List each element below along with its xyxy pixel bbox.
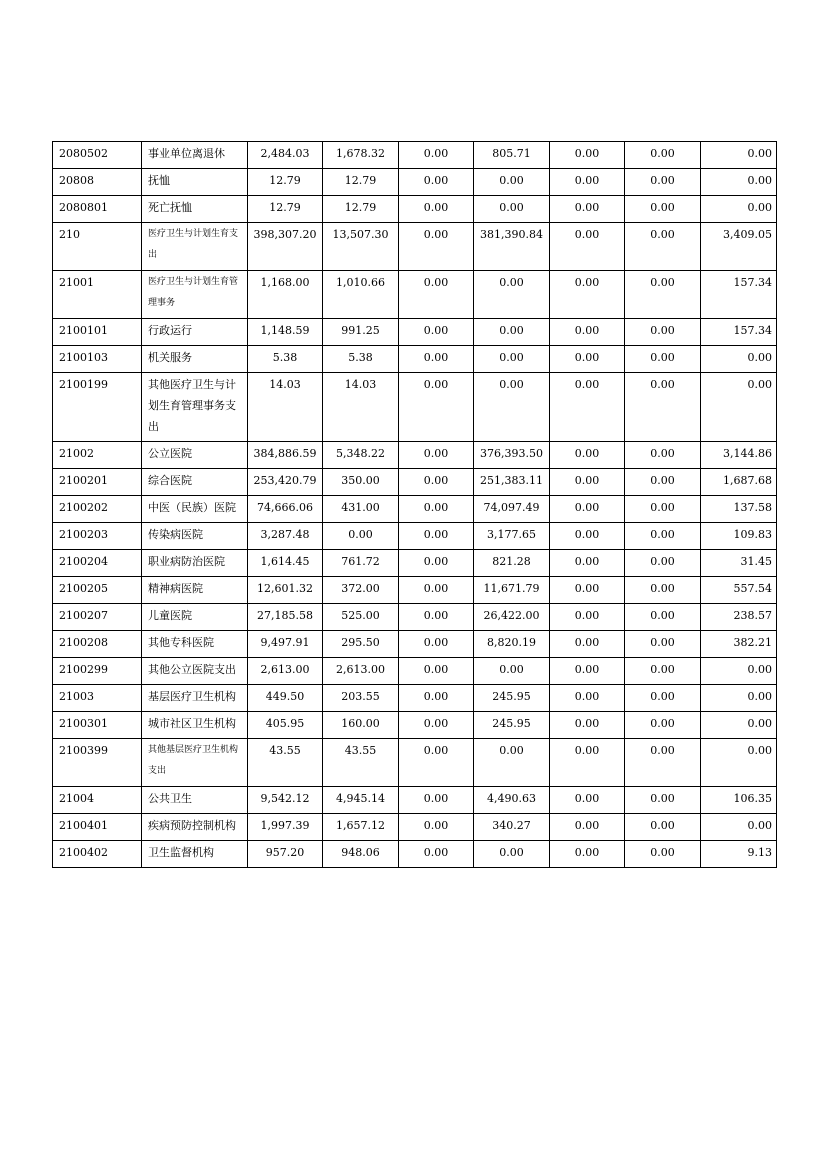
- amount-cell-col-3: 0.00: [399, 550, 474, 577]
- subject-name-cell: 卫生监督机构: [142, 841, 248, 868]
- amount-cell-col-1: 1,168.00: [248, 271, 323, 319]
- amount-cell-col-7: 9.13: [701, 841, 777, 868]
- amount-cell-col-3: 0.00: [399, 196, 474, 223]
- amount-cell-col-5: 0.00: [550, 631, 625, 658]
- subject-code-cell: 21004: [53, 787, 142, 814]
- subject-name-cell: 公共卫生: [142, 787, 248, 814]
- subject-name-cell: 行政运行: [142, 319, 248, 346]
- subject-code-cell: 2100203: [53, 523, 142, 550]
- amount-cell-col-3: 0.00: [399, 469, 474, 496]
- amount-cell-col-3: 0.00: [399, 496, 474, 523]
- amount-cell-col-3: 0.00: [399, 739, 474, 787]
- subject-code-cell: 21001: [53, 271, 142, 319]
- amount-cell-col-1: 3,287.48: [248, 523, 323, 550]
- amount-cell-col-2: 295.50: [323, 631, 399, 658]
- amount-cell-col-5: 0.00: [550, 142, 625, 169]
- amount-cell-col-5: 0.00: [550, 787, 625, 814]
- table-row: [53, 442, 777, 469]
- amount-cell-col-3: 0.00: [399, 712, 474, 739]
- amount-cell-col-5: 0.00: [550, 469, 625, 496]
- amount-cell-col-7: 0.00: [701, 373, 777, 442]
- table-row: [53, 196, 777, 223]
- amount-cell-col-5: 0.00: [550, 658, 625, 685]
- amount-cell-col-2: 1,678.32: [323, 142, 399, 169]
- subject-code-cell: 2100204: [53, 550, 142, 577]
- table-row: [53, 550, 777, 577]
- amount-cell-col-6: 0.00: [625, 577, 701, 604]
- amount-cell-col-3: 0.00: [399, 577, 474, 604]
- table-row: [53, 814, 777, 841]
- amount-cell-col-6: 0.00: [625, 196, 701, 223]
- amount-cell-col-6: 0.00: [625, 169, 701, 196]
- amount-cell-col-4: 805.71: [474, 142, 550, 169]
- amount-cell-col-5: 0.00: [550, 373, 625, 442]
- table-body: [53, 142, 777, 868]
- amount-cell-col-6: 0.00: [625, 142, 701, 169]
- subject-name-cell: 精神病医院: [142, 577, 248, 604]
- amount-cell-col-2: 350.00: [323, 469, 399, 496]
- amount-cell-col-5: 0.00: [550, 685, 625, 712]
- amount-cell-col-5: 0.00: [550, 739, 625, 787]
- amount-cell-col-7: 0.00: [701, 346, 777, 373]
- amount-cell-col-4: 245.95: [474, 712, 550, 739]
- amount-cell-col-6: 0.00: [625, 787, 701, 814]
- table-row: [53, 469, 777, 496]
- amount-cell-col-2: 525.00: [323, 604, 399, 631]
- table-row: [53, 496, 777, 523]
- subject-code-cell: 2100205: [53, 577, 142, 604]
- amount-cell-col-4: 821.28: [474, 550, 550, 577]
- amount-cell-col-7: 0.00: [701, 658, 777, 685]
- amount-cell-col-7: 0.00: [701, 169, 777, 196]
- amount-cell-col-6: 0.00: [625, 442, 701, 469]
- amount-cell-col-5: 0.00: [550, 319, 625, 346]
- amount-cell-col-2: 5.38: [323, 346, 399, 373]
- subject-code-cell: 2080801: [53, 196, 142, 223]
- subject-name-cell: 综合医院: [142, 469, 248, 496]
- amount-cell-col-3: 0.00: [399, 658, 474, 685]
- subject-code-cell: 2100101: [53, 319, 142, 346]
- amount-cell-col-4: 0.00: [474, 169, 550, 196]
- amount-cell-col-2: 372.00: [323, 577, 399, 604]
- amount-cell-col-1: 27,185.58: [248, 604, 323, 631]
- subject-code-cell: 2100299: [53, 658, 142, 685]
- amount-cell-col-1: 43.55: [248, 739, 323, 787]
- table-row: [53, 631, 777, 658]
- amount-cell-col-1: 957.20: [248, 841, 323, 868]
- subject-code-cell: 21003: [53, 685, 142, 712]
- subject-code-cell: 2100401: [53, 814, 142, 841]
- subject-name-cell: 中医（民族）医院: [142, 496, 248, 523]
- table-row: [53, 712, 777, 739]
- amount-cell-col-6: 0.00: [625, 373, 701, 442]
- table-row: [53, 577, 777, 604]
- amount-cell-col-2: 761.72: [323, 550, 399, 577]
- subject-code-cell: 2100201: [53, 469, 142, 496]
- amount-cell-col-2: 14.03: [323, 373, 399, 442]
- amount-cell-col-4: 376,393.50: [474, 442, 550, 469]
- subject-name-cell: 医疗卫生与计划生育管理事务: [142, 271, 248, 319]
- amount-cell-col-4: 0.00: [474, 196, 550, 223]
- amount-cell-col-1: 14.03: [248, 373, 323, 442]
- amount-cell-col-3: 0.00: [399, 631, 474, 658]
- amount-cell-col-6: 0.00: [625, 685, 701, 712]
- subject-name-cell: 事业单位离退休: [142, 142, 248, 169]
- table-row: [53, 523, 777, 550]
- amount-cell-col-2: 2,613.00: [323, 658, 399, 685]
- amount-cell-col-5: 0.00: [550, 442, 625, 469]
- subject-name-cell: 基层医疗卫生机构: [142, 685, 248, 712]
- amount-cell-col-7: 0.00: [701, 712, 777, 739]
- subject-code-cell: 2100103: [53, 346, 142, 373]
- amount-cell-col-2: 203.55: [323, 685, 399, 712]
- subject-code-cell: 2100399: [53, 739, 142, 787]
- subject-name-cell: 医疗卫生与计划生育支出: [142, 223, 248, 271]
- amount-cell-col-2: 431.00: [323, 496, 399, 523]
- amount-cell-col-5: 0.00: [550, 223, 625, 271]
- subject-code-cell: 21002: [53, 442, 142, 469]
- amount-cell-col-2: 12.79: [323, 196, 399, 223]
- amount-cell-col-5: 0.00: [550, 196, 625, 223]
- amount-cell-col-2: 160.00: [323, 712, 399, 739]
- amount-cell-col-2: 5,348.22: [323, 442, 399, 469]
- amount-cell-col-5: 0.00: [550, 346, 625, 373]
- amount-cell-col-7: 109.83: [701, 523, 777, 550]
- amount-cell-col-6: 0.00: [625, 496, 701, 523]
- amount-cell-col-2: 4,945.14: [323, 787, 399, 814]
- table-row: [53, 739, 777, 787]
- table-row: [53, 142, 777, 169]
- amount-cell-col-7: 0.00: [701, 142, 777, 169]
- table-row: [53, 604, 777, 631]
- subject-name-cell: 公立医院: [142, 442, 248, 469]
- amount-cell-col-1: 5.38: [248, 346, 323, 373]
- amount-cell-col-4: 340.27: [474, 814, 550, 841]
- amount-cell-col-1: 1,997.39: [248, 814, 323, 841]
- subject-name-cell: 抚恤: [142, 169, 248, 196]
- amount-cell-col-4: 0.00: [474, 346, 550, 373]
- amount-cell-col-1: 384,886.59: [248, 442, 323, 469]
- amount-cell-col-7: 31.45: [701, 550, 777, 577]
- amount-cell-col-4: 251,383.11: [474, 469, 550, 496]
- subject-name-cell: 疾病预防控制机构: [142, 814, 248, 841]
- amount-cell-col-3: 0.00: [399, 346, 474, 373]
- amount-cell-col-6: 0.00: [625, 814, 701, 841]
- subject-name-cell: 城市社区卫生机构: [142, 712, 248, 739]
- subject-code-cell: 210: [53, 223, 142, 271]
- amount-cell-col-1: 1,614.45: [248, 550, 323, 577]
- amount-cell-col-4: 0.00: [474, 319, 550, 346]
- subject-name-cell: 机关服务: [142, 346, 248, 373]
- amount-cell-col-7: 3,409.05: [701, 223, 777, 271]
- amount-cell-col-5: 0.00: [550, 550, 625, 577]
- table-row: [53, 346, 777, 373]
- subject-code-cell: 2100202: [53, 496, 142, 523]
- amount-cell-col-5: 0.00: [550, 271, 625, 319]
- amount-cell-col-1: 2,613.00: [248, 658, 323, 685]
- amount-cell-col-3: 0.00: [399, 604, 474, 631]
- amount-cell-col-6: 0.00: [625, 550, 701, 577]
- amount-cell-col-5: 0.00: [550, 496, 625, 523]
- subject-code-cell: 2100208: [53, 631, 142, 658]
- amount-cell-col-2: 43.55: [323, 739, 399, 787]
- amount-cell-col-7: 557.54: [701, 577, 777, 604]
- amount-cell-col-1: 253,420.79: [248, 469, 323, 496]
- amount-cell-col-2: 12.79: [323, 169, 399, 196]
- amount-cell-col-4: 8,820.19: [474, 631, 550, 658]
- amount-cell-col-7: 3,144.86: [701, 442, 777, 469]
- amount-cell-col-3: 0.00: [399, 223, 474, 271]
- amount-cell-col-1: 74,666.06: [248, 496, 323, 523]
- amount-cell-col-7: 238.57: [701, 604, 777, 631]
- subject-code-cell: 2100402: [53, 841, 142, 868]
- amount-cell-col-1: 12.79: [248, 196, 323, 223]
- amount-cell-col-4: 11,671.79: [474, 577, 550, 604]
- table-row: [53, 841, 777, 868]
- amount-cell-col-6: 0.00: [625, 319, 701, 346]
- amount-cell-col-3: 0.00: [399, 814, 474, 841]
- amount-cell-col-6: 0.00: [625, 523, 701, 550]
- amount-cell-col-3: 0.00: [399, 271, 474, 319]
- amount-cell-col-4: 4,490.63: [474, 787, 550, 814]
- amount-cell-col-3: 0.00: [399, 142, 474, 169]
- amount-cell-col-7: 157.34: [701, 271, 777, 319]
- amount-cell-col-7: 137.58: [701, 496, 777, 523]
- subject-code-cell: 2100301: [53, 712, 142, 739]
- amount-cell-col-5: 0.00: [550, 604, 625, 631]
- amount-cell-col-4: 74,097.49: [474, 496, 550, 523]
- table-row: [53, 658, 777, 685]
- amount-cell-col-6: 0.00: [625, 841, 701, 868]
- amount-cell-col-3: 0.00: [399, 685, 474, 712]
- amount-cell-col-2: 0.00: [323, 523, 399, 550]
- amount-cell-col-4: 0.00: [474, 841, 550, 868]
- amount-cell-col-4: 0.00: [474, 739, 550, 787]
- table-row: [53, 223, 777, 271]
- amount-cell-col-6: 0.00: [625, 658, 701, 685]
- amount-cell-col-3: 0.00: [399, 523, 474, 550]
- amount-cell-col-7: 0.00: [701, 196, 777, 223]
- amount-cell-col-6: 0.00: [625, 223, 701, 271]
- amount-cell-col-3: 0.00: [399, 442, 474, 469]
- amount-cell-col-1: 2,484.03: [248, 142, 323, 169]
- amount-cell-col-7: 382.21: [701, 631, 777, 658]
- amount-cell-col-6: 0.00: [625, 346, 701, 373]
- amount-cell-col-4: 0.00: [474, 271, 550, 319]
- amount-cell-col-5: 0.00: [550, 712, 625, 739]
- amount-cell-col-1: 405.95: [248, 712, 323, 739]
- subject-code-cell: 2080502: [53, 142, 142, 169]
- subject-code-cell: 20808: [53, 169, 142, 196]
- amount-cell-col-7: 106.35: [701, 787, 777, 814]
- amount-cell-col-6: 0.00: [625, 712, 701, 739]
- table-row: [53, 271, 777, 319]
- amount-cell-col-5: 0.00: [550, 523, 625, 550]
- amount-cell-col-6: 0.00: [625, 739, 701, 787]
- subject-name-cell: 其他医疗卫生与计划生育管理事务支出: [142, 373, 248, 442]
- amount-cell-col-2: 1,657.12: [323, 814, 399, 841]
- subject-name-cell: 其他公立医院支出: [142, 658, 248, 685]
- amount-cell-col-1: 12,601.32: [248, 577, 323, 604]
- amount-cell-col-3: 0.00: [399, 787, 474, 814]
- amount-cell-col-4: 0.00: [474, 373, 550, 442]
- amount-cell-col-4: 3,177.65: [474, 523, 550, 550]
- subject-name-cell: 其他基层医疗卫生机构支出: [142, 739, 248, 787]
- amount-cell-col-6: 0.00: [625, 271, 701, 319]
- amount-cell-col-4: 381,390.84: [474, 223, 550, 271]
- amount-cell-col-2: 1,010.66: [323, 271, 399, 319]
- amount-cell-col-5: 0.00: [550, 169, 625, 196]
- subject-name-cell: 职业病防治医院: [142, 550, 248, 577]
- amount-cell-col-7: 157.34: [701, 319, 777, 346]
- amount-cell-col-5: 0.00: [550, 841, 625, 868]
- table-row: [53, 787, 777, 814]
- budget-expenditure-table: [52, 141, 777, 868]
- amount-cell-col-4: 245.95: [474, 685, 550, 712]
- amount-cell-col-3: 0.00: [399, 319, 474, 346]
- amount-cell-col-7: 0.00: [701, 685, 777, 712]
- subject-name-cell: 死亡抚恤: [142, 196, 248, 223]
- amount-cell-col-1: 9,497.91: [248, 631, 323, 658]
- amount-cell-col-2: 948.06: [323, 841, 399, 868]
- table-row: [53, 169, 777, 196]
- amount-cell-col-1: 12.79: [248, 169, 323, 196]
- amount-cell-col-4: 0.00: [474, 658, 550, 685]
- amount-cell-col-3: 0.00: [399, 841, 474, 868]
- amount-cell-col-2: 13,507.30: [323, 223, 399, 271]
- amount-cell-col-7: 1,687.68: [701, 469, 777, 496]
- subject-name-cell: 传染病医院: [142, 523, 248, 550]
- amount-cell-col-6: 0.00: [625, 469, 701, 496]
- subject-name-cell: 其他专科医院: [142, 631, 248, 658]
- subject-name-cell: 儿童医院: [142, 604, 248, 631]
- amount-cell-col-7: 0.00: [701, 814, 777, 841]
- table-row: [53, 319, 777, 346]
- amount-cell-col-1: 9,542.12: [248, 787, 323, 814]
- subject-code-cell: 2100199: [53, 373, 142, 442]
- amount-cell-col-4: 26,422.00: [474, 604, 550, 631]
- amount-cell-col-5: 0.00: [550, 577, 625, 604]
- amount-cell-col-6: 0.00: [625, 631, 701, 658]
- amount-cell-col-2: 991.25: [323, 319, 399, 346]
- amount-cell-col-5: 0.00: [550, 814, 625, 841]
- amount-cell-col-3: 0.00: [399, 169, 474, 196]
- amount-cell-col-7: 0.00: [701, 739, 777, 787]
- amount-cell-col-6: 0.00: [625, 604, 701, 631]
- amount-cell-col-1: 398,307.20: [248, 223, 323, 271]
- table-row: [53, 685, 777, 712]
- amount-cell-col-1: 449.50: [248, 685, 323, 712]
- subject-code-cell: 2100207: [53, 604, 142, 631]
- amount-cell-col-1: 1,148.59: [248, 319, 323, 346]
- table-row: [53, 373, 777, 442]
- amount-cell-col-3: 0.00: [399, 373, 474, 442]
